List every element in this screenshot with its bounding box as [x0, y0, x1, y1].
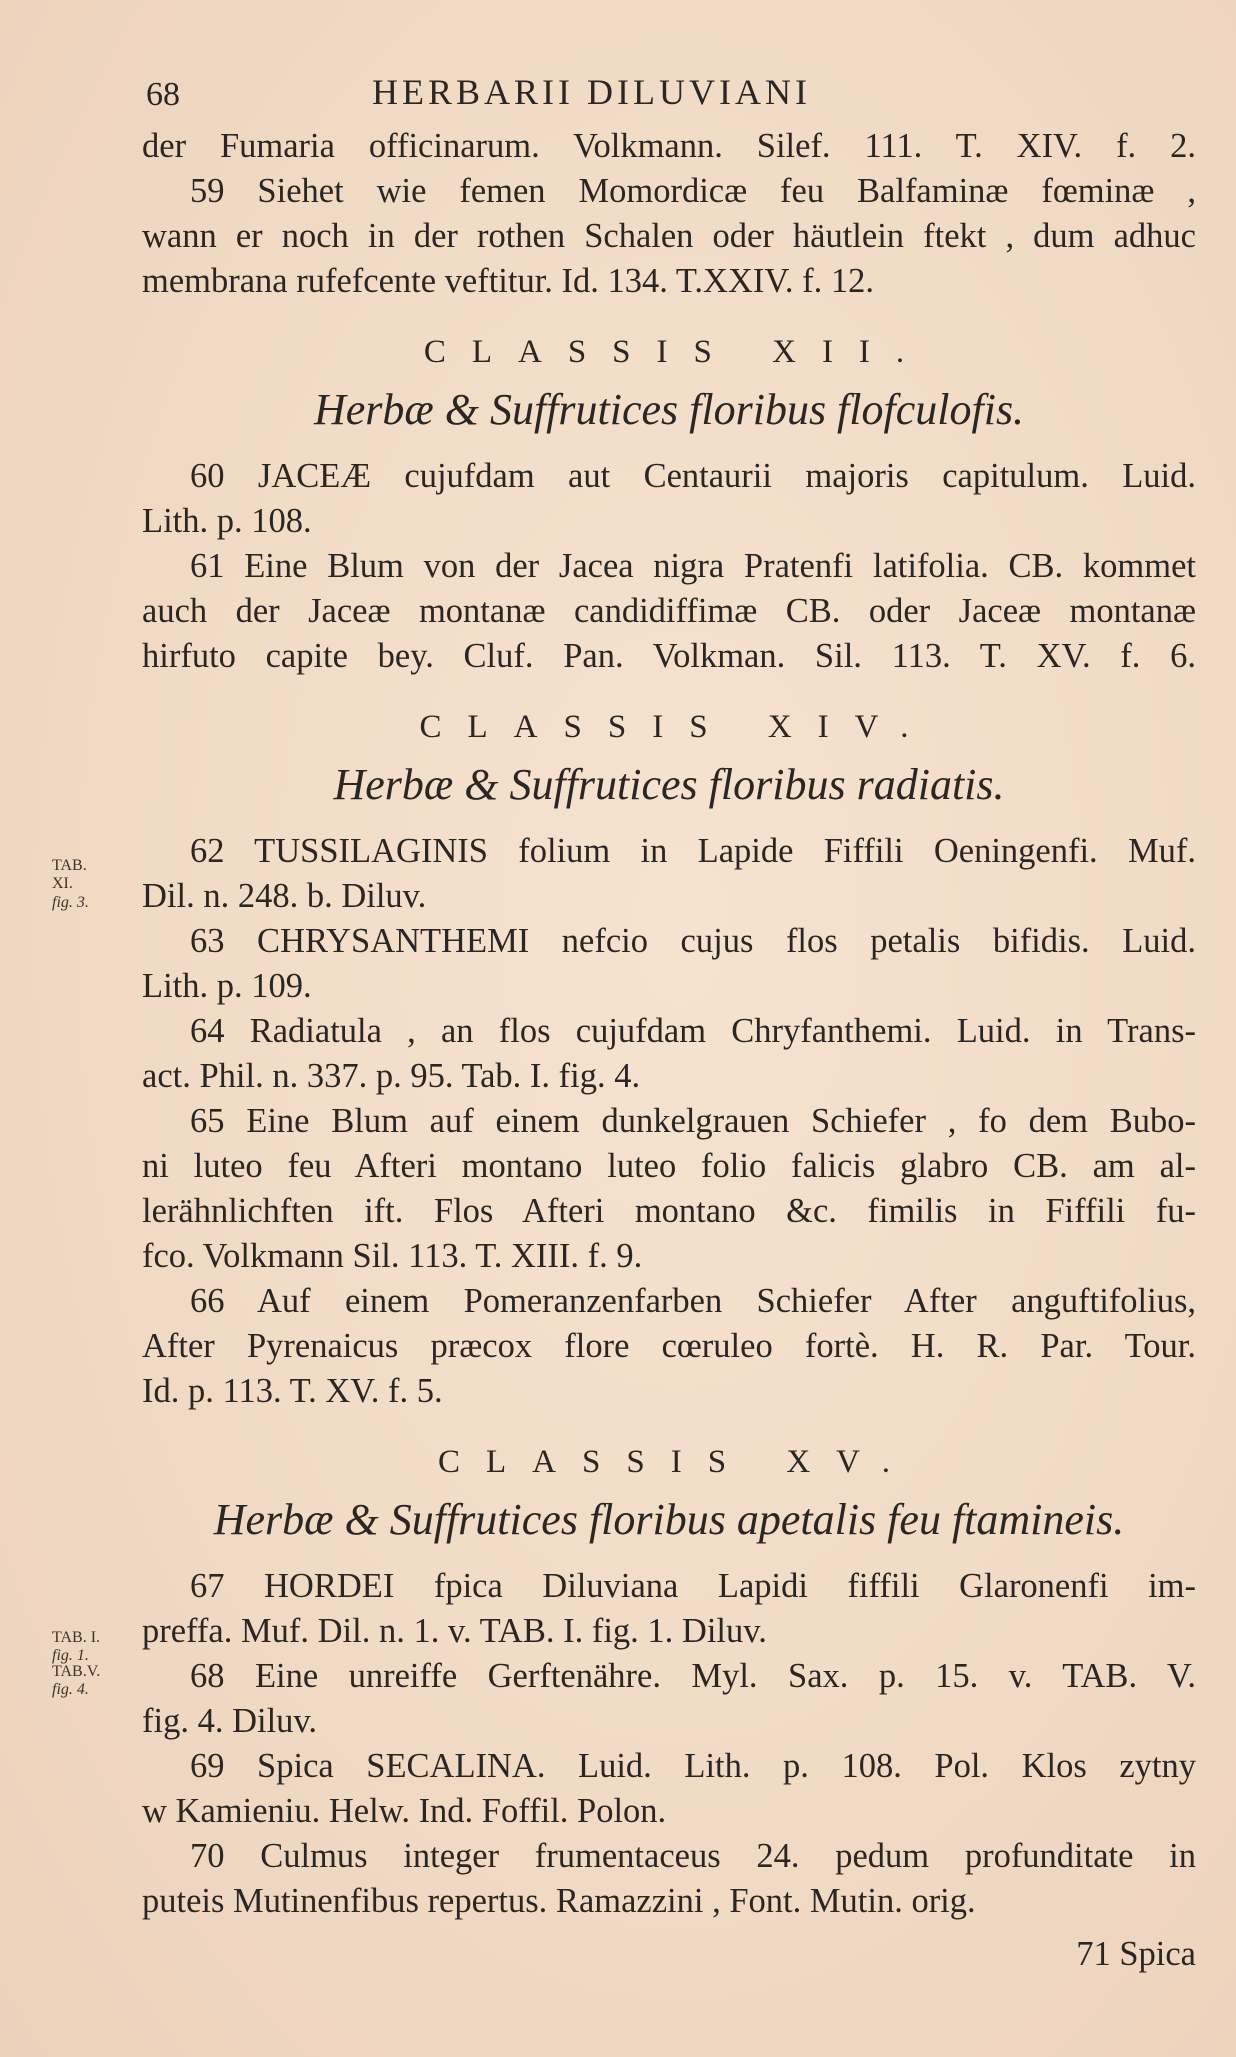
- text-line: lerähnlichften ift. Flos Afteri montano &c. fimilis in Fiffili fu-: [142, 1192, 1196, 1230]
- class-title-xv: Herbæ & Suffrutices floribus apetalis feu ftamineis.: [213, 1495, 1125, 1544]
- class-title-xii: Herbæ & Suffrutices floribus flofculofis.: [313, 385, 1025, 434]
- text-line: 59 Siehet wie femen Momordicæ feu Balfaminæ fœminæ ,: [190, 172, 1196, 210]
- text-line: fco. Volkmann Sil. 113. T. XIII. f. 9.: [142, 1237, 643, 1275]
- text-line: fig. 4. Diluv.: [142, 1702, 318, 1740]
- text-line: wann er noch in der rothen Schalen oder häutlein ftekt , dum adhuc: [142, 217, 1196, 255]
- catchword: 71 Spica: [1076, 1935, 1196, 1973]
- text-line: 62 TUSSILAGINIS folium in Lapide Fiffili Oeningenfi. Muf.: [190, 832, 1196, 870]
- text-line: 65 Eine Blum auf einem dunkelgrauen Schiefer , fo dem Bubo-: [190, 1102, 1196, 1140]
- text-line: membrana rufefcente veftitur. Id. 134. T.XXIV. f. 12.: [142, 262, 874, 300]
- margin-note-line: fig. 1.: [52, 1647, 89, 1664]
- text-line: w Kamieniu. Helw. Ind. Foffil. Polon.: [142, 1792, 667, 1830]
- text-line: 61 Eine Blum von der Jacea nigra Pratenfi latifolia. CB. kommet: [190, 547, 1196, 585]
- page-number: 68: [146, 76, 180, 113]
- margin-note-line: fig. 3.: [52, 894, 89, 911]
- text-line: 70 Culmus integer frumentaceus 24. pedum profunditate in: [190, 1837, 1196, 1875]
- text-line: Lith. p. 108.: [142, 502, 312, 540]
- text-line: 68 Eine unreiffe Gerftenähre. Myl. Sax. p. 15. v. TAB. V.: [190, 1657, 1196, 1695]
- text-line: Lith. p. 109.: [142, 967, 312, 1005]
- text-line: 64 Radiatula , an flos cujufdam Chryfanthemi. Luid. in Trans-: [190, 1012, 1196, 1050]
- class-heading-xii: CLASSIS XII.: [423, 334, 931, 370]
- margin-note-line: TAB.V.: [52, 1663, 101, 1680]
- class-heading-xiv: CLASSIS XIV.: [419, 709, 935, 745]
- margin-note-line: XI.: [52, 875, 73, 892]
- page-text: [142, 60, 1196, 1977]
- text-line: puteis Mutinenfibus repertus. Ramazzini , Font. Mutin. orig.: [142, 1882, 976, 1920]
- page-header: [142, 60, 1196, 124]
- text-line: Dil. n. 248. b. Diluv.: [142, 877, 427, 915]
- text-line: 69 Spica SECALINA. Luid. Lith. p. 108. Pol. Klos zytny: [190, 1747, 1196, 1785]
- text-line: 66 Auf einem Pomeranzenfarben Schiefer After anguftifolius,: [190, 1282, 1196, 1320]
- text-line: hirfuto capite bey. Cluf. Pan. Volkman. Sil. 113. T. XV. f. 6.: [142, 637, 1196, 675]
- margin-note-line: fig. 4.: [52, 1681, 89, 1698]
- text-line: 60 JACEÆ cujufdam aut Centaurii majoris capitulum. Luid.: [190, 457, 1196, 495]
- text-line: auch der Jaceæ montanæ candidiffimæ CB. oder Jaceæ montanæ: [142, 592, 1196, 630]
- text-line: act. Phil. n. 337. p. 95. Tab. I. fig. 4.: [142, 1057, 641, 1095]
- running-title: HERBARII DILUVIANI: [372, 72, 811, 112]
- class-heading-xv: CLASSIS XV.: [438, 1444, 916, 1480]
- text-line: Id. p. 113. T. XV. f. 5.: [142, 1372, 443, 1410]
- text-line: 67 HORDEI fpica Diluviana Lapidi fiffili Glaronenfi im-: [190, 1567, 1196, 1605]
- text-line: ni luteo feu Afteri montano luteo folio falicis glabro CB. am al-: [142, 1147, 1196, 1185]
- text-line: 63 CHRYSANTHEMI nefcio cujus flos petalis bifidis. Luid.: [190, 922, 1196, 960]
- margin-note-line: TAB. I.: [52, 1629, 101, 1646]
- text-line: preffa. Muf. Dil. n. 1. v. TAB. I. fig. 1. Diluv.: [142, 1612, 767, 1650]
- class-title-xiv: Herbæ & Suffrutices floribus radiatis.: [333, 760, 1005, 809]
- text-line: der Fumaria officinarum. Volkmann. Silef. 111. T. XIV. f. 2.: [142, 127, 1196, 165]
- margin-note-line: TAB.: [52, 857, 87, 874]
- text-line: After Pyrenaicus præcox flore cœruleo fortè. H. R. Par. Tour.: [142, 1327, 1196, 1365]
